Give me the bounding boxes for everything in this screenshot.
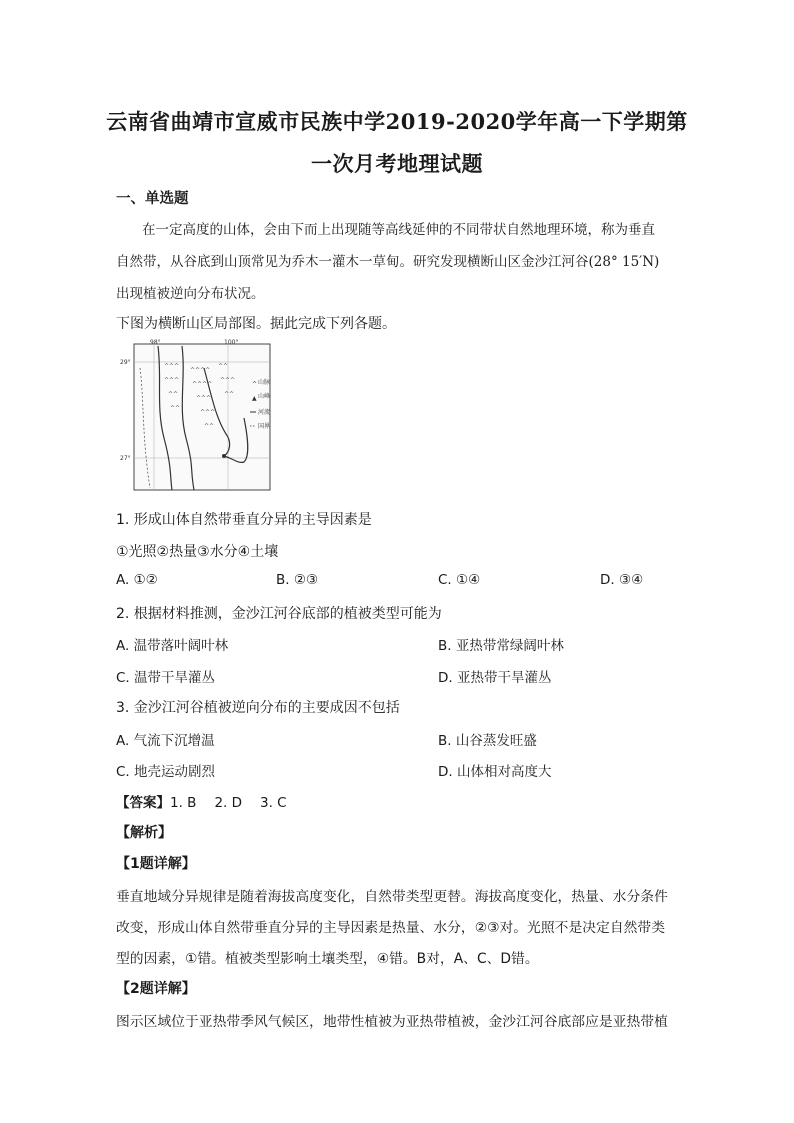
svg-text:^^^^: ^^^^ [190,367,211,374]
map-frame [134,344,270,490]
map-legend-river: 河流 [258,409,271,416]
svg-text:^^: ^^ [224,391,235,398]
map-lon-label-100: 100° [224,339,239,346]
map-legend-peak: 山峰 [258,393,271,400]
svg-text:^^^: ^^^ [164,363,180,370]
hengduan-map-figure [120,338,272,496]
svg-text:^^^: ^^^ [220,377,236,384]
svg-text:^: ^ [252,381,258,388]
answer-tag: 【答案】 [116,795,170,811]
answer-1: 1. B [170,795,197,811]
analysis-q1-heading: 【1题详解】 [116,856,196,872]
question-2-option-c: C. 温带干旱灌丛 [116,670,216,686]
svg-text:▲: ▲ [252,395,257,402]
question-1-option-c: C. ①④ [438,572,481,588]
analysis-q1-line2: 改变，形成山体自然带垂直分异的主导因素是热量、水分，②③对。光照不是决定自然带类 [116,920,666,936]
svg-text:^^: ^^ [204,423,215,430]
map-lat-label-29: 29° [120,359,131,366]
analysis-q2-line1: 图示区域位于亚热带季风气候区，地带性植被为亚热带植被，金沙江河谷底部应是亚热带植 [116,1014,668,1030]
analysis-q1-line3: 型的因素，①错。植被类型影响土壤类型，④错。B对，A、C、D错。 [116,951,539,967]
map-legend-border: 国界 [258,423,271,430]
svg-text:^^^: ^^^ [200,409,216,416]
question-3-stem: 3. 金沙江河谷植被逆向分布的主要成因不包括 [116,700,400,716]
question-2-option-d: D. 亚热带干旱灌丛 [438,670,552,686]
svg-text:^^: ^^ [218,363,229,370]
question-1-option-d: D. ③④ [600,572,644,588]
question-2-option-a: A. 温带落叶阔叶林 [116,638,229,654]
document-title-line1: 云南省曲靖市宣威市民族中学2019-2020学年高一下学期第 [106,109,688,134]
analysis-tag: 【解析】 [116,825,172,841]
question-1-stem: 1. 形成山体自然带垂直分异的主导因素是 [116,512,372,528]
question-3-option-c: C. 地壳运动剧烈 [116,764,216,780]
svg-text:^^: ^^ [168,391,179,398]
question-1-option-b: B. ②③ [276,572,319,588]
question-3-option-a: A. 气流下沉增温 [116,733,215,749]
material-prompt: 下图为横断山区局部图。据此完成下列各题。 [116,316,396,332]
question-3-option-b: B. 山谷蒸发旺盛 [438,733,537,749]
svg-text:^^^: ^^^ [196,395,212,402]
material-paragraph-line1: 在一定高度的山体，会由下而上出现随等高线延伸的不同带状自然地理环境，称为垂直 [142,222,655,238]
analysis-q1-line1: 垂直地域分异规律是随着海拔高度变化，自然带类型更替。海拔高度变化，热量、水分条件 [116,889,668,905]
svg-text:^^^^: ^^^^ [192,381,213,388]
question-2-stem: 2. 根据材料推测，金沙江河谷底部的植被类型可能为 [116,606,442,622]
question-3-option-d: D. 山体相对高度大 [438,764,552,780]
material-paragraph-line2: 自然带，从谷底到山顶常见为乔木一灌木一草甸。研究发现横断山区金沙江河谷(28° 15′N) [116,254,660,270]
answer-2: 2. D [214,795,243,811]
material-paragraph-line3: 出现植被逆向分布状况。 [116,286,265,302]
analysis-q2-heading: 【2题详解】 [116,981,196,997]
svg-text:^^^: ^^^ [164,377,180,384]
answer-3: 3. C [260,795,287,811]
question-2-option-b: B. 亚热带常绿阔叶林 [438,638,564,654]
document-title-line2: 一次月考地理试题 [311,151,483,176]
section-heading: 一、单选题 [116,191,189,207]
map-legend-mountain-range: 山脉 [258,379,271,386]
answer-line [116,791,287,811]
question-1-factors: ①光照②热量③水分④土壤 [116,544,279,560]
map-lon-label-98: 98° [150,339,161,346]
svg-text:^^: ^^ [170,405,181,412]
map-lat-label-27: 27° [120,455,131,462]
map-marker [222,454,226,458]
question-1-option-a: A. ①② [116,572,158,588]
